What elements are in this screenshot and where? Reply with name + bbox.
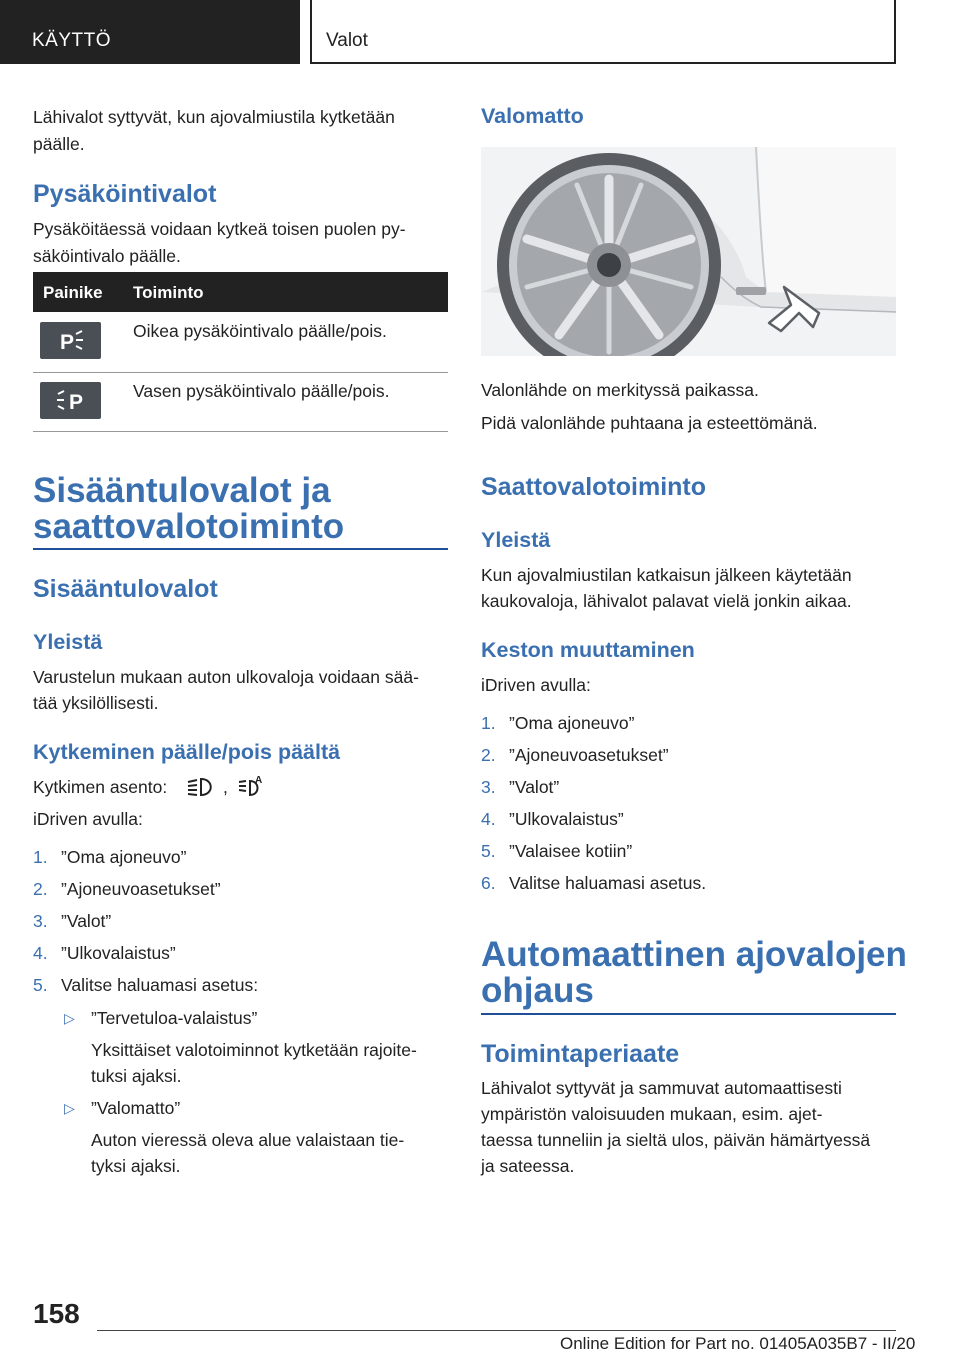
valomatto-title: Valomatto — [481, 104, 584, 128]
option-desc-line: tuksi ajaksi. — [91, 1066, 182, 1086]
entry-general-text-2: tää yksilöllisesti. — [33, 693, 159, 713]
list-item: ”Valot” — [509, 777, 560, 797]
list-item-number: 6. — [481, 873, 496, 893]
follow-general-text-2: kaukovaloja, lähivalot palavat vielä jonkin aikaa. — [481, 591, 852, 611]
list-item-number: 3. — [33, 911, 48, 931]
entry-sub-title: Sisääntulovalot — [33, 575, 218, 603]
page-number: 158 — [33, 1298, 80, 1329]
follow-general-text-1: Kun ajovalmiustilan katkaisun jälkeen käytetään — [481, 565, 852, 585]
list-item-number: 1. — [481, 713, 496, 733]
list-item-number: 5. — [481, 841, 496, 861]
parking-table-header — [33, 272, 448, 312]
list-item-number: 1. — [33, 847, 48, 867]
list-item: ”Valaisee kotiin” — [509, 841, 633, 861]
list-item: ”Oma ajoneuvo” — [61, 847, 187, 867]
list-item-number: 2. — [33, 879, 48, 899]
list-item-number: 3. — [481, 777, 496, 797]
header-section-tab — [0, 0, 300, 64]
switch-position-label: Kytkimen asento: — [33, 777, 168, 797]
switch-title: Kytkeminen päälle/pois päältä — [33, 740, 341, 764]
header-chapter: Valot — [326, 30, 368, 51]
duration-title: Keston muuttaminen — [481, 638, 695, 662]
list-item-number: 5. — [33, 975, 48, 995]
triangle-bullet-icon: ▷ — [64, 1100, 75, 1116]
entry-title-line-1: Sisääntulovalot ja — [33, 471, 331, 510]
photo-text-2: Pidä valonlähde puhtaana ja esteettömänä. — [481, 413, 818, 433]
list-item: ”Ajoneuvoasetukset” — [61, 879, 221, 899]
option-desc-line: tyksi ajaksi. — [91, 1156, 181, 1176]
list-item-number: 4. — [33, 943, 48, 963]
footer-edition: Online Edition for Part no. 01405A035B7 - II/20 — [560, 1334, 916, 1353]
list-item: Valitse haluamasi asetus: — [61, 975, 259, 995]
table-col-function: Toiminto — [133, 283, 204, 302]
list-item: Valitse haluamasi asetus. — [509, 873, 707, 893]
auto-title-line-1: Automaattinen ajovalojen — [481, 935, 907, 974]
parking-text-2: säköintivalo päälle. — [33, 246, 181, 266]
switch-separator: , — [223, 777, 228, 797]
table-row-1-text: Oikea pysäköintivalo päälle/pois. — [133, 321, 387, 341]
idrive-label: iDriven avulla: — [33, 809, 143, 829]
car-wheel-image — [481, 147, 896, 356]
list-item-number: 2. — [481, 745, 496, 765]
auto-title-line-2: ohjaus — [481, 971, 594, 1010]
photo-text-1: Valonlähde on merkityssä paikassa. — [481, 380, 759, 400]
svg-text:A: A — [255, 775, 263, 786]
option-title: ”Valomatto” — [91, 1098, 181, 1118]
list-item: ”Valot” — [61, 911, 112, 931]
principle-title: Toimintaperiaate — [481, 1040, 680, 1068]
auto-title-rule — [481, 1013, 896, 1015]
entry-title-rule — [33, 548, 448, 550]
list-item-number: 4. — [481, 809, 496, 829]
svg-text:P: P — [69, 391, 84, 414]
svg-text:P: P — [60, 331, 75, 354]
parking-light-left-icon — [40, 382, 101, 419]
follow-idrive-label: iDriven avulla: — [481, 675, 591, 695]
follow-general-title: Yleistä — [481, 528, 551, 552]
list-item: ”Ulkovalaistus” — [509, 809, 624, 829]
table-row-2-text: Vasen pysäköintivalo päälle/pois. — [133, 381, 390, 401]
follow-title: Saattovalotoiminto — [481, 473, 707, 501]
auto-text-3: taessa tunneliin ja sieltä ulos, päivän hämärtyessä — [481, 1130, 871, 1150]
entry-general-title: Yleistä — [33, 630, 103, 654]
intro-line-2: päälle. — [33, 134, 85, 154]
table-bottom-line — [33, 431, 448, 432]
parking-title: Pysäköintivalot — [33, 180, 217, 208]
parking-text-1: Pysäköitäessä voidaan kytkeä toisen puolen py- — [33, 219, 406, 239]
triangle-bullet-icon: ▷ — [64, 1010, 75, 1026]
option-desc-line: Auton vieressä oleva alue valaistaan tie- — [91, 1130, 405, 1150]
auto-text-1: Lähivalot syttyvät ja sammuvat automaattisesti — [481, 1078, 842, 1098]
automatic-light-icon — [238, 774, 266, 798]
intro-line-1: Lähivalot syttyvät, kun ajovalmiustila kytketään — [33, 107, 395, 127]
footer-rule — [97, 1330, 896, 1331]
header-section: KÄYTTÖ — [32, 30, 112, 51]
list-item: ”Ulkovalaistus” — [61, 943, 176, 963]
low-beam-icon — [186, 776, 218, 798]
list-item: ”Oma ajoneuvo” — [509, 713, 635, 733]
option-desc-line: Yksittäiset valotoiminnot kytketään rajoite- — [91, 1040, 417, 1060]
table-col-button: Painike — [43, 283, 103, 302]
list-item: ”Ajoneuvoasetukset” — [509, 745, 669, 765]
parking-light-right-icon — [40, 322, 101, 359]
header-chapter-tab — [310, 0, 896, 64]
entry-general-text-1: Varustelun mukaan auton ulkovaloja voidaan sää- — [33, 667, 419, 687]
auto-text-2: ympäristön valoisuuden mukaan, esim. ajet- — [481, 1104, 823, 1124]
entry-title-line-2: saattovalotoiminto — [33, 507, 345, 546]
auto-text-4: ja sateessa. — [481, 1156, 575, 1176]
table-divider — [33, 372, 448, 373]
option-title: ”Tervetuloa-valaistus” — [91, 1008, 258, 1028]
